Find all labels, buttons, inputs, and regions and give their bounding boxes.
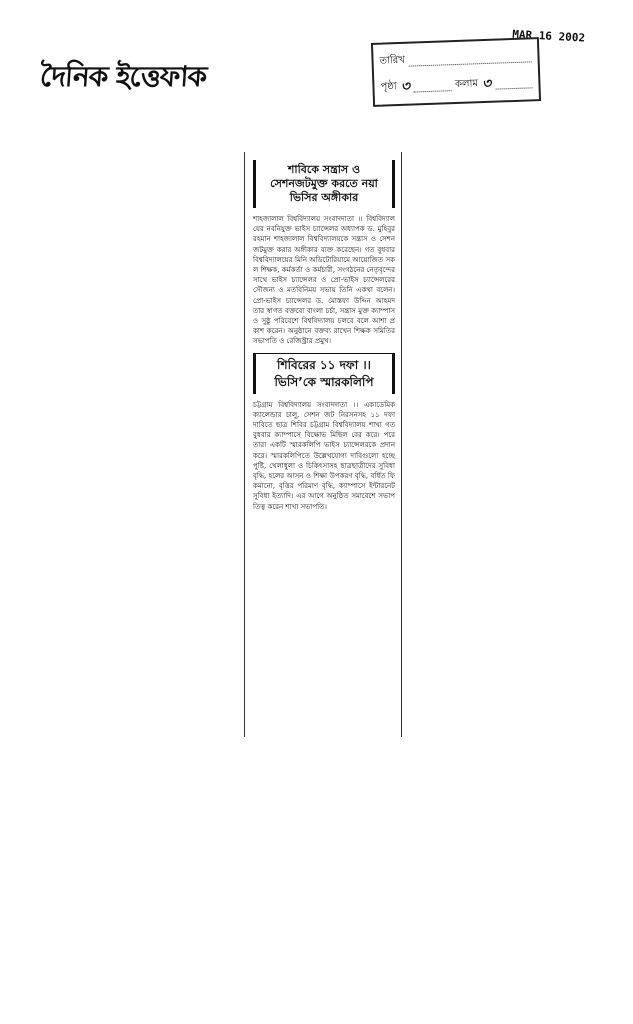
stamp-page-row (380, 69, 533, 100)
stamp-page-line (414, 80, 452, 92)
article-body-2: চট্টগ্রাম বিশ্ববিদ্যালয় সংবাদদাতা ।। একাডেমিক ক্যালেন্ডার চালু, সেশন জট নিরসনসহ ১১ দফা দাবিতে ছাত্র শিবির চট্টগ্রাম বিশ্ববিদ্যালয় শাখা গত বুধবার ক্যাম্পাসে বিক্ষোভ মিছিল বের করে। পরে তারা একটি স্মারকলিপি ভাইস চ্যান্সেলরকে প্রদান করে। স্মারকলিপিতে উল্লেখযোগ্য দাবিগুলো হচ্ছে পুষ্টি, খেলাধুলা ও চিকিৎসাসহ ছাত্রছাত্রীদের সুবিধা বৃদ্ধি, হলের আসন ও শিক্ষা উপকরণ বৃদ্ধি, বর্ধিত ফি কমানো, বৃত্তির পরিমাণ বৃদ্ধি, ক্যাম্পাসে ইন্টারনেট সুবিধা ইত্যাদি। এর আগে অনুষ্ঠিত সমাবেশে সভাপতিত্ব করেন শাখা সভাপতি। (253, 400, 395, 511)
article-body-1: শাহজালাল বিশ্ববিদ্যালয় সংবাদদাতা ।। বিশ্ববিদ্যালয়ের নবনিযুক্ত ভাইস চ্যান্সেলর অধ্যাপক ড. মুহিবুর রহমান শাহজালাল বিশ্ববিদ্যালয়কে সন্ত্রাস ও সেশনজটমুক্ত করার অঙ্গীকার ব্যক্ত করেছেন। গত বুধবার বিশ্ববিদ্যালয়ের মিনি অডিটোরিয়ামে আয়োজিত সকল শিক্ষক, কর্মকর্তা ও কর্মচারী, সংগঠনের নেতৃবৃন্দের সাথে ভাইস চ্যান্সেলর ও প্রো-ভাইস চ্যান্সেলরের সৌজন্য ও মতবিনিময় সভায় তিনি একথা বলেন। প্রো-ভাইস চ্যান্সেলর ড. মোস্তফা উদ্দিন আহমদ তার স্বাগত বক্তব্যে বাংলা চর্চা, সন্ত্রাস মুক্ত ক্যাম্পাস ও সুষ্ঠু পরিবেশে বিশ্ববিদ্যালয় চলবে বলে আশা প্রকাশ করেন। অনুষ্ঠানে বক্তব্য রাখেন শিক্ষক সমিতির সভাপতি ও রেজিস্ট্রার প্রমুখ। (253, 215, 395, 346)
stamp-column-value: ৩ (481, 75, 492, 93)
stamp-column-line (495, 77, 533, 89)
stamp-date-line (409, 51, 532, 66)
article-headline-1: শাবিকে সন্ত্রাস ও সেশনজটমুক্ত করতে নয়া ভিসির অঙ্গীকার (253, 160, 395, 208)
stamp-page-value: ৩ (400, 78, 411, 95)
date-stamp: MAR 16 2002 (511, 27, 586, 45)
stamp-column-label: কলাম (454, 77, 479, 90)
news-clipping (244, 152, 402, 737)
article-headline-2: শিবিরের ১১ দফা ।। ভিসি’কে স্মারকলিপি (253, 353, 395, 394)
stamp-page-label: পৃষ্ঠা (380, 80, 397, 93)
clipping-info-stamp (371, 37, 541, 107)
newspaper-masthead: দৈনিক ইত্তেফাক (38, 60, 208, 93)
stamp-date-label: তারিখ (379, 54, 406, 67)
